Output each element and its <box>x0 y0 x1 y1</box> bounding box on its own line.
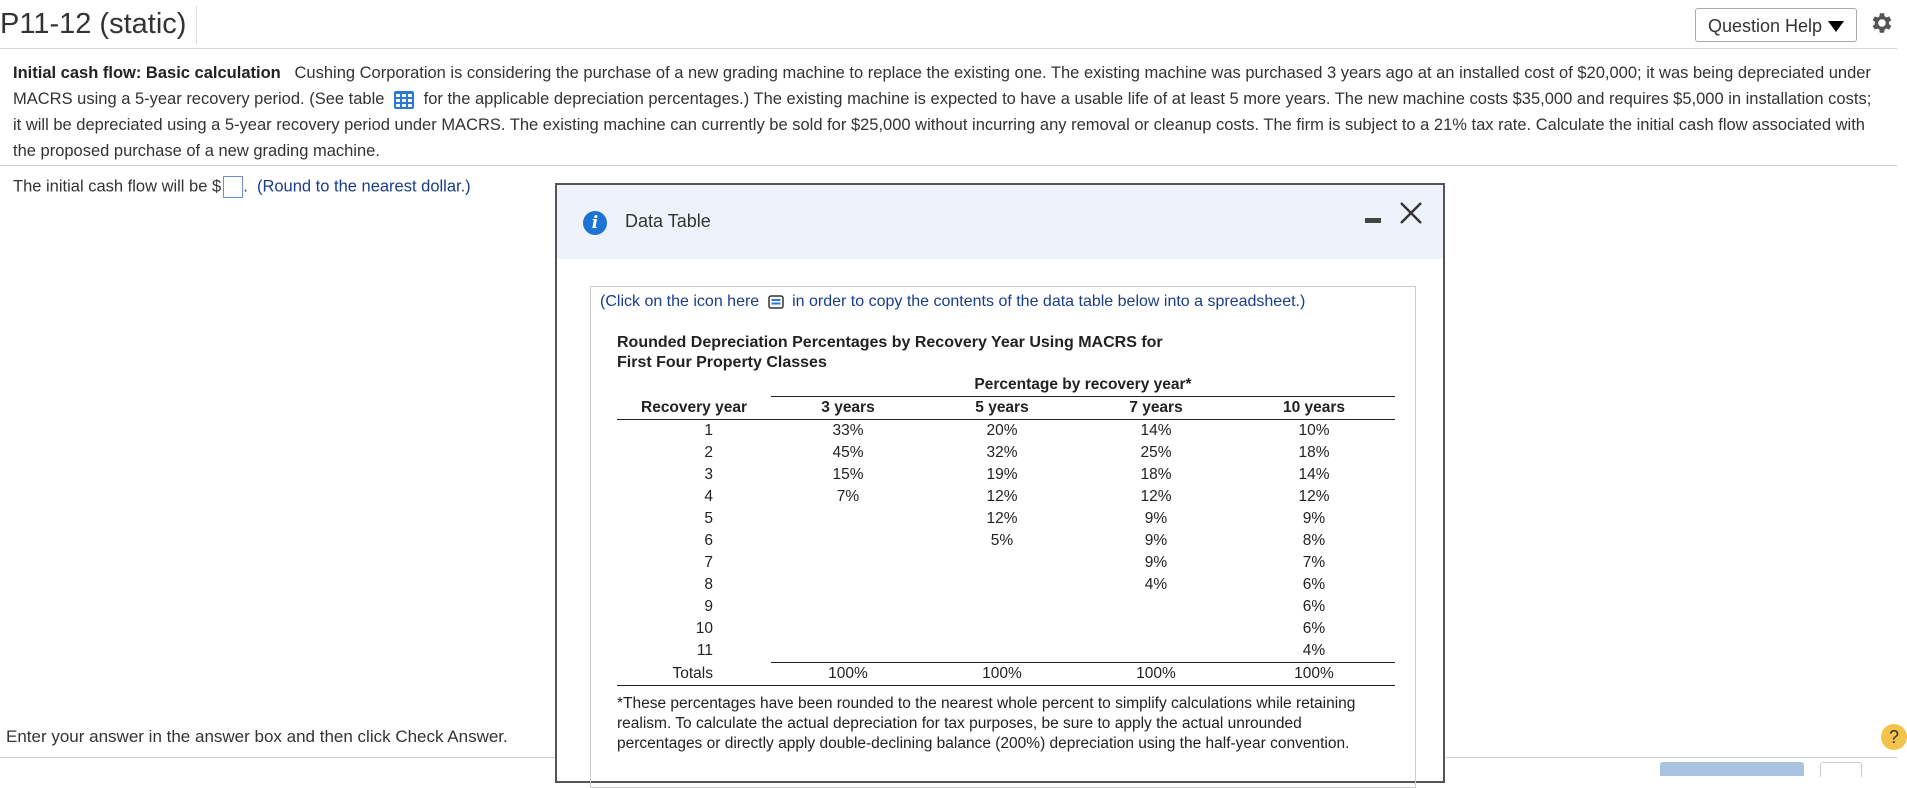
table-cell: 18% <box>1140 466 1172 483</box>
table-cell <box>1079 596 1233 618</box>
modal-title: Data Table <box>625 211 711 231</box>
copy-text-before: (Click on the icon here <box>600 293 760 310</box>
table-cell: 18% <box>1298 444 1330 461</box>
table-cell: 10% <box>1298 422 1330 439</box>
modal-header <box>557 185 1443 259</box>
problem-heading: Initial cash flow: Basic calculation <box>13 64 281 82</box>
macrs-table <box>617 374 1395 686</box>
table-row <box>617 640 1395 663</box>
table-cell <box>925 552 1079 574</box>
total-cell: 100% <box>1079 663 1233 686</box>
table-cell: 5% <box>990 532 1014 549</box>
footer-small-button[interactable] <box>1820 762 1862 777</box>
answer-prefix: The initial cash flow will be $ <box>13 177 222 196</box>
table-cell: 20% <box>986 422 1018 439</box>
table-row <box>617 530 1395 552</box>
table-cell: 45% <box>832 444 864 461</box>
table-cell: 12% <box>1298 488 1330 505</box>
col-header: 3 years <box>771 397 925 420</box>
col-header: 7 years <box>1079 397 1233 420</box>
minimize-button[interactable] <box>1365 218 1381 223</box>
table-cell: 25% <box>1140 444 1172 461</box>
table-row <box>617 486 1395 508</box>
table-cell <box>1079 640 1233 663</box>
table-cell <box>771 618 925 640</box>
totals-row <box>617 663 1395 686</box>
help-icon[interactable]: ? <box>1881 724 1907 750</box>
table-cell <box>771 596 925 618</box>
table-cell: 10 <box>695 620 713 637</box>
table-cell: 9% <box>1302 510 1326 527</box>
table-cell: 4 <box>704 488 713 505</box>
total-cell: 100% <box>1233 663 1395 686</box>
table-cell: 12% <box>986 488 1018 505</box>
table-cell: 4% <box>1144 576 1168 593</box>
total-cell: 100% <box>925 663 1079 686</box>
table-cell: 7% <box>1302 554 1326 571</box>
table-cell: 6 <box>704 532 713 549</box>
question-help-button[interactable] <box>1695 8 1857 42</box>
table-cell: 9% <box>1144 554 1168 571</box>
totals-label: Totals <box>617 663 771 686</box>
table-cell <box>771 530 925 552</box>
dropdown-triangle-icon <box>1828 21 1844 32</box>
table-cell <box>925 596 1079 618</box>
title-bar <box>0 0 1897 49</box>
data-table-modal <box>555 183 1445 783</box>
col-header: Recovery year <box>617 397 771 420</box>
close-icon[interactable] <box>1397 199 1425 227</box>
table-row <box>617 508 1395 530</box>
question-help-label: Question Help <box>1708 16 1823 36</box>
gear-icon[interactable] <box>1868 10 1894 36</box>
table-group-header-row <box>617 374 1395 397</box>
table-cell: 7 <box>704 554 713 571</box>
col-header: 10 years <box>1233 397 1395 420</box>
info-icon: i <box>583 211 607 235</box>
table-cell: 9% <box>1144 510 1168 527</box>
problem-text-part1: Cushing Corporation is considering the purchase of a new grading machine to replace the existing one. The existing machine was purchased 3 years ago at an installed cost of $20,000; it was being depreciated under MACRS using a 5-year recovery period. (See table <box>13 64 1871 108</box>
table-row <box>617 420 1395 443</box>
table-cell: 12% <box>986 510 1018 527</box>
table-header-row <box>617 397 1395 420</box>
table-cell: 9% <box>1144 532 1168 549</box>
divider <box>0 165 1897 166</box>
table-cell <box>771 508 925 530</box>
table-cell: 8 <box>704 576 713 593</box>
copy-text-after: in order to copy the contents of the data table below into a spreadsheet.) <box>792 293 1306 310</box>
total-cell: 100% <box>771 663 925 686</box>
table-cell: 8% <box>1302 532 1326 549</box>
table-cell: 6% <box>1302 576 1326 593</box>
page-title: P11-12 (static) <box>0 6 197 44</box>
table-cell: 2 <box>704 444 713 461</box>
table-cell: 6% <box>1302 598 1326 615</box>
table-cell: 11 <box>696 642 713 660</box>
group-header: Percentage by recovery year* <box>771 374 1395 397</box>
table-cell: 12% <box>1140 488 1172 505</box>
table-cell: 15% <box>832 466 864 483</box>
table-cell <box>1079 618 1233 640</box>
copy-spreadsheet-icon[interactable] <box>768 295 784 309</box>
footer-divider <box>0 757 555 758</box>
check-answer-button[interactable] <box>1660 762 1804 776</box>
copy-instruction <box>600 293 1305 311</box>
table-cell: 32% <box>986 444 1018 461</box>
table-cell <box>771 552 925 574</box>
table-cell <box>771 574 925 596</box>
instruction-text: Enter your answer in the answer box and then click Check Answer. <box>6 727 508 746</box>
problem-text-part2: for the applicable depreciation percentages.) The existing machine is expected to have a usable life of at least 5 more years. The new machine costs $35,000 and requires $5,000 in installation costs; it will be depreciated using a 5-year recovery period under MACRS. The existing machine can currently be sold for $25,000 without incurring any removal or cleanup costs. The firm is subject to a 21% tax rate. Calculate the initial cash flow associated with the proposed purchase of a new grading machine. <box>13 90 1872 160</box>
table-cell: 19% <box>986 466 1018 483</box>
table-cell <box>925 574 1079 596</box>
answer-line <box>13 176 471 198</box>
table-cell: 7% <box>836 488 860 505</box>
problem-statement <box>13 60 1883 164</box>
table-cell <box>925 618 1079 640</box>
table-cell: 4% <box>1302 642 1326 659</box>
table-cell <box>925 640 1079 663</box>
table-cell: 6% <box>1302 620 1326 637</box>
table-cell: 14% <box>1298 466 1330 483</box>
footnote: *These percentages have been rounded to the nearest whole percent to simplify calculations while retaining realism. To calculate the actual depreciation for tax purposes, be sure to apply the actual unrounded percentages or directly apply double-declining balance (200%) depreciation using the half-year convention. <box>617 695 1356 752</box>
table-cell: 14% <box>1140 422 1172 439</box>
table-cell: 9 <box>704 598 713 615</box>
table-cell: 1 <box>704 422 713 439</box>
answer-suffix: . <box>243 177 248 196</box>
table-title: Rounded Depreciation Percentages by Recovery Year Using MACRS for First Four Property Classes <box>617 334 1163 371</box>
table-row <box>617 464 1395 486</box>
table-cell: 3 <box>704 466 713 483</box>
table-row <box>617 574 1395 596</box>
col-header: 5 years <box>925 397 1079 420</box>
table-row <box>617 618 1395 640</box>
answer-input[interactable] <box>223 176 243 198</box>
data-table-container <box>590 286 1416 788</box>
table-icon[interactable] <box>393 90 415 110</box>
table-cell: 5 <box>704 510 713 527</box>
table-row <box>617 552 1395 574</box>
answer-hint: (Round to the nearest dollar.) <box>256 177 471 196</box>
footer-divider-right <box>1446 757 1897 758</box>
table-row <box>617 596 1395 618</box>
table-row <box>617 442 1395 464</box>
table-cell: 33% <box>832 422 864 439</box>
table-cell <box>771 640 925 663</box>
